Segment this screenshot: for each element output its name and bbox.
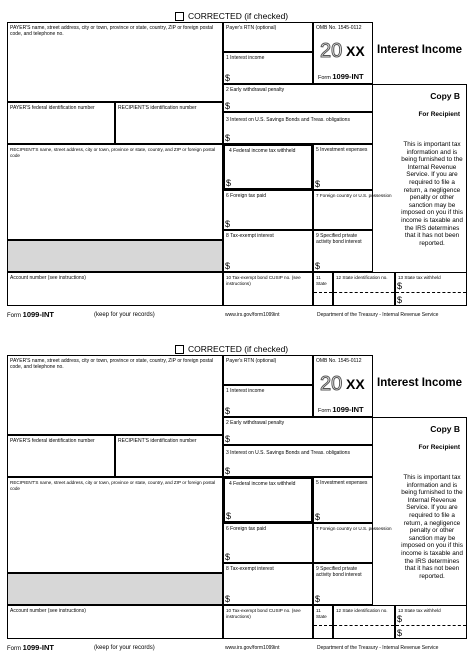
box11-state[interactable] xyxy=(313,605,333,639)
copy-b-panel xyxy=(373,417,467,617)
box11-divider xyxy=(314,292,332,293)
footer-form-number: 1099-INT xyxy=(22,310,54,319)
form-title: Interest Income xyxy=(377,377,462,389)
copy-b-panel xyxy=(373,84,467,284)
gray-reserved-area xyxy=(7,240,223,272)
box6-label: 6 Foreign tax paid xyxy=(226,526,267,532)
box7-foreign-country[interactable] xyxy=(313,190,392,230)
box1-label: 1 Interest income xyxy=(226,388,265,394)
corrected-checkbox-row[interactable] xyxy=(175,343,288,355)
box11-label: 11 State xyxy=(316,608,327,619)
box2-dollar: $ xyxy=(225,434,231,444)
footer-department: Department of the Treasury - Internal Revenue Service xyxy=(317,645,439,651)
corrected-label: CORRECTED (if checked) xyxy=(188,11,289,21)
recipient-name-field[interactable] xyxy=(7,477,223,573)
box13-label: 13 State tax withheld xyxy=(398,275,441,280)
form-1099-int-bottom xyxy=(7,333,467,658)
form-1099-int-top xyxy=(7,0,467,325)
payer-rtn-field[interactable] xyxy=(223,22,313,52)
footer-form-name xyxy=(7,311,54,320)
omb-label: OMB No. 1545-0112 xyxy=(316,358,362,364)
box8-tax-exempt-interest[interactable] xyxy=(223,563,313,605)
box8-tax-exempt-interest[interactable] xyxy=(223,230,313,272)
box4-federal-tax-withheld[interactable] xyxy=(223,477,313,523)
form-title: Interest Income xyxy=(377,44,462,56)
box12-divider xyxy=(334,625,394,626)
box12-state-id[interactable] xyxy=(333,605,395,639)
box5-label: 5 Investment expenses xyxy=(316,147,368,153)
payer-name-field[interactable] xyxy=(7,355,223,435)
recipient-tin-field[interactable] xyxy=(115,435,223,477)
corrected-checkbox[interactable] xyxy=(175,12,184,21)
box10-cusip[interactable] xyxy=(223,272,313,306)
box8-dollar: $ xyxy=(225,594,231,604)
box2-label: 2 Early withdrawal penalty xyxy=(226,87,285,93)
box6-dollar: $ xyxy=(225,552,231,562)
box2-early-withdrawal-penalty[interactable] xyxy=(223,84,373,112)
account-number-field[interactable] xyxy=(7,272,223,306)
box13-state-tax-withheld[interactable] xyxy=(395,272,467,306)
box4-label: 4 Federal income tax withheld xyxy=(229,148,296,154)
box3-dollar: $ xyxy=(225,466,231,476)
year-prefix: 20 xyxy=(320,373,343,395)
box8-label: 8 Tax-exempt interest xyxy=(226,566,274,572)
footer-form-prefix: Form xyxy=(7,646,21,652)
omb-year-block xyxy=(313,22,373,84)
box1-dollar: $ xyxy=(225,406,231,416)
year-suffix: XX xyxy=(346,376,365,392)
box10-label: 10 Tax-exempt bond CUSIP no. (see instructions) xyxy=(226,275,301,286)
footer-url[interactable]: www.irs.gov/form1099int xyxy=(225,312,280,318)
corrected-label: CORRECTED (if checked) xyxy=(188,344,289,354)
box3-label: 3 Interest on U.S. Savings Bonds and Treas. obligations xyxy=(226,450,350,456)
gray-reserved-area xyxy=(7,573,223,605)
recipient-name-label: RECIPIENT'S name, street address, city or town, province or state, country, and ZIP or foreign postal code xyxy=(10,480,216,491)
account-number-label: Account number (see instructions) xyxy=(10,608,86,614)
box2-label: 2 Early withdrawal penalty xyxy=(226,420,285,426)
box11-label: 11 State xyxy=(316,275,327,286)
box9-label: 9 Specified private activity bond interest xyxy=(316,233,362,245)
payer-name-field[interactable] xyxy=(7,22,223,102)
box4-federal-tax-withheld[interactable] xyxy=(223,144,313,190)
box9-private-activity-bond-interest[interactable] xyxy=(313,230,373,272)
box1-interest-income[interactable] xyxy=(223,52,313,84)
year-suffix: XX xyxy=(346,43,365,59)
omb-label: OMB No. 1545-0112 xyxy=(316,25,362,31)
box13-divider xyxy=(396,625,466,626)
recipient-tin-field[interactable] xyxy=(115,102,223,144)
recipient-name-field[interactable] xyxy=(7,144,223,240)
box7-label: 7 Foreign country or U.S. possession xyxy=(316,193,392,198)
footer-form-prefix: Form xyxy=(7,313,21,319)
corrected-checkbox-row[interactable] xyxy=(175,10,288,22)
box3-savings-bonds-interest[interactable] xyxy=(223,112,373,144)
notice-text: This is important tax information and is being furnished to the Internal Revenue Service. If you are required to file a return, a negligence penalty or other sanction may be imposed on you if this income is taxable and the IRS determines that it has not been reported. xyxy=(401,474,463,580)
footer-department: Department of the Treasury - Internal Revenue Service xyxy=(317,312,439,318)
footer-form-number: 1099-INT xyxy=(22,643,54,652)
box6-dollar: $ xyxy=(225,219,231,229)
form-label xyxy=(318,406,364,415)
box9-dollar: $ xyxy=(315,594,321,604)
footer-url[interactable]: www.irs.gov/form1099int xyxy=(225,645,280,651)
box7-label: 7 Foreign country or U.S. possession xyxy=(316,526,392,531)
box13-label: 13 State tax withheld xyxy=(398,608,441,613)
box5-dollar: $ xyxy=(315,512,321,522)
box5-investment-expenses[interactable] xyxy=(313,477,373,523)
box3-label: 3 Interest on U.S. Savings Bonds and Treas. obligations xyxy=(226,117,350,123)
copy-label: Copy B xyxy=(430,91,460,101)
box1-dollar: $ xyxy=(225,73,231,83)
box13-dollar-1: $ xyxy=(397,614,403,624)
box13-state-tax-withheld[interactable] xyxy=(395,605,467,639)
recipient-tin-label: RECIPIENT'S identification number xyxy=(118,438,197,444)
box8-dollar: $ xyxy=(225,261,231,271)
box12-state-id[interactable] xyxy=(333,272,395,306)
form-label xyxy=(318,73,364,82)
box11-divider xyxy=(314,625,332,626)
box6-foreign-tax-paid[interactable] xyxy=(223,190,313,230)
payer-rtn-label: Payer's RTN (optional) xyxy=(226,25,277,31)
box13-divider xyxy=(396,292,466,293)
box6-foreign-tax-paid[interactable] xyxy=(223,523,313,563)
recipient-tin-label: RECIPIENT'S identification number xyxy=(118,105,197,111)
box10-label: 10 Tax-exempt bond CUSIP no. (see instructions) xyxy=(226,608,301,619)
box1-interest-income[interactable] xyxy=(223,385,313,417)
box10-cusip[interactable] xyxy=(223,605,313,639)
payer-tin-field[interactable] xyxy=(7,102,115,144)
box8-label: 8 Tax-exempt interest xyxy=(226,233,274,239)
form-label-prefix: Form xyxy=(318,75,331,81)
footer-keep: (keep for your records) xyxy=(94,645,155,651)
payer-name-label: PAYER'S name, street address, city or town, province or state, country, ZIP or foreign postal code, and telephone no. xyxy=(10,358,214,370)
box12-divider xyxy=(334,292,394,293)
omb-year-block xyxy=(313,355,373,417)
payer-rtn-label: Payer's RTN (optional) xyxy=(226,358,277,364)
payer-name-label: PAYER'S name, street address, city or town, province or state, country, ZIP or foreign postal code, and telephone no. xyxy=(10,25,214,37)
year-prefix: 20 xyxy=(320,40,343,62)
box3-dollar: $ xyxy=(225,133,231,143)
box1-label: 1 Interest income xyxy=(226,55,265,61)
box11-state[interactable] xyxy=(313,272,333,306)
box4-dollar: $ xyxy=(226,178,232,188)
copy-label: Copy B xyxy=(430,424,460,434)
box6-label: 6 Foreign tax paid xyxy=(226,193,267,199)
box9-label: 9 Specified private activity bond interest xyxy=(316,566,362,578)
notice-text: This is important tax information and is being furnished to the Internal Revenue Service. If you are required to file a return, a negligence penalty or other sanction may be imposed on you if this income is taxable and the IRS determines that it has not been reported. xyxy=(401,141,463,247)
box12-label: 12 State identification no. xyxy=(336,608,388,613)
box7-foreign-country[interactable] xyxy=(313,523,392,563)
corrected-checkbox[interactable] xyxy=(175,345,184,354)
box3-savings-bonds-interest[interactable] xyxy=(223,445,373,477)
footer-form-name xyxy=(7,644,54,653)
box9-private-activity-bond-interest[interactable] xyxy=(313,563,373,605)
recipient-name-label: RECIPIENT'S name, street address, city or town, province or state, country, and ZIP or foreign postal code xyxy=(10,147,216,158)
box9-dollar: $ xyxy=(315,261,321,271)
box12-label: 12 State identification no. xyxy=(336,275,388,280)
box5-label: 5 Investment expenses xyxy=(316,480,368,486)
box2-dollar: $ xyxy=(225,101,231,111)
for-recipient-label: For Recipient xyxy=(418,444,460,451)
box13-dollar-2: $ xyxy=(397,295,403,305)
for-recipient-label: For Recipient xyxy=(418,111,460,118)
box5-dollar: $ xyxy=(315,179,321,189)
form-label-prefix: Form xyxy=(318,408,331,414)
payer-tin-label: PAYER'S federal identification number xyxy=(10,438,95,444)
box4-dollar: $ xyxy=(226,511,232,521)
footer-keep: (keep for your records) xyxy=(94,312,155,318)
account-number-label: Account number (see instructions) xyxy=(10,275,86,281)
payer-tin-label: PAYER'S federal identification number xyxy=(10,105,95,111)
payer-tin-field[interactable] xyxy=(7,435,115,477)
account-number-field[interactable] xyxy=(7,605,223,639)
box5-investment-expenses[interactable] xyxy=(313,144,373,190)
payer-rtn-field[interactable] xyxy=(223,355,313,385)
box13-dollar-1: $ xyxy=(397,281,403,291)
form-label-number: 1099-INT xyxy=(332,405,364,414)
box4-label: 4 Federal income tax withheld xyxy=(229,481,296,487)
form-label-number: 1099-INT xyxy=(332,72,364,81)
box13-dollar-2: $ xyxy=(397,628,403,638)
box2-early-withdrawal-penalty[interactable] xyxy=(223,417,373,445)
